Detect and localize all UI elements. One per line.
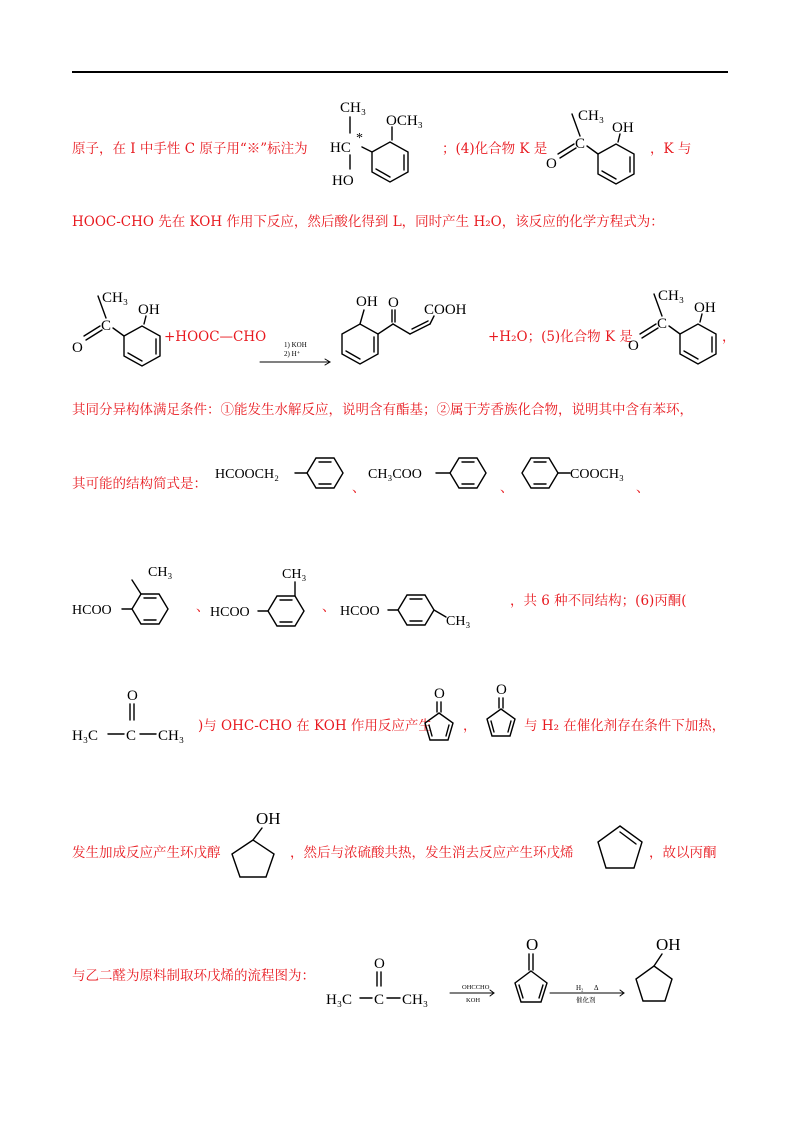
c-label: C <box>374 992 385 1008</box>
oh-label: OH <box>694 300 716 316</box>
header-rule <box>72 71 728 73</box>
text-line-7b: ， <box>463 718 477 734</box>
oh-label: OH <box>256 809 281 828</box>
structure-cyclopentene <box>590 822 648 874</box>
oh-label: OH <box>138 302 160 318</box>
structure-cyclopentanol <box>226 806 296 882</box>
reagent-ohccho: OHCCHO <box>462 984 490 991</box>
text-reagent: +HOOC—CHO <box>164 329 267 345</box>
och3-label: OCH₃ <box>386 113 423 129</box>
ch3-label: CH₃ <box>148 565 173 580</box>
separator: 、 <box>352 480 366 496</box>
reaction-arrow-3 <box>548 982 628 1008</box>
structure-compound-k-2 <box>624 284 724 374</box>
oh-label: OH <box>612 120 634 136</box>
hcoo-label: HCOO <box>210 605 250 620</box>
ch3-label: CH₃ <box>282 567 307 582</box>
oh-label: OH <box>656 935 681 954</box>
ho-label: HO <box>332 173 354 189</box>
reaction-arrow-2 <box>448 982 498 1008</box>
ch3-label: CH₃ <box>102 290 129 306</box>
separator: 、 <box>322 599 336 615</box>
text-line-5a: 其可能的结构简式是： <box>72 476 207 492</box>
hcoo-label: HCOO <box>72 603 112 618</box>
text-line-4: 其同分异构体满足条件：①能发生水解反应，说明含有酯基；②属于芳香族化合物，说明其中含有苯环， <box>72 402 693 418</box>
ch3coo-label: CH₃COO <box>368 467 422 482</box>
oh-label: OH <box>356 294 378 310</box>
flowchart-cyclopentadienone <box>502 932 552 1006</box>
hcooch2-label: HCOOCH₂ <box>215 467 279 482</box>
c-label: C <box>126 728 137 744</box>
text-line-9: 与乙二醛为原料制取环戊烯的流程图为： <box>72 968 315 984</box>
reagent-h2: H₂ <box>576 984 584 992</box>
separator: 、 <box>636 480 650 496</box>
h3c-label: H₃C <box>326 992 353 1008</box>
o-label: O <box>526 935 539 954</box>
ch3-label: CH₃ <box>446 614 471 629</box>
text-line-1b: ；(4)化合物 K 是 <box>442 141 548 157</box>
text-line-1c: ，K 与 <box>650 141 692 157</box>
reaction-arrow-1 <box>258 340 334 370</box>
separator: 、 <box>196 599 210 615</box>
ch3-label: CH₃ <box>158 728 185 744</box>
condition-2: 2) H⁺ <box>284 350 301 358</box>
separator: 、 <box>500 480 514 496</box>
structure-isomer-3 <box>518 452 638 496</box>
cooch3-label: COOCH₃ <box>570 467 624 482</box>
structure-isomer-4 <box>72 560 192 630</box>
reagent-koh: KOH <box>466 997 481 1004</box>
structure-acetone <box>72 684 200 746</box>
text-line-8c: ，故以丙酮 <box>649 845 717 861</box>
cooh-label: COOH <box>424 302 467 318</box>
text-line-8a: 发生加成反应产生环戊醇 <box>72 845 221 861</box>
ch3-label: CH₃ <box>340 100 367 116</box>
ch3-label: CH₃ <box>402 992 429 1008</box>
o-label: O <box>434 686 445 702</box>
reagent-catalyst: 催化剂 <box>576 997 596 1004</box>
condition-1: 1) KOH <box>284 341 307 349</box>
o-label: O <box>546 156 557 172</box>
text-line-2: HOOC-CHO 先在 KOH 作用下反应，然后酸化得到 L，同时产生 H₂O，该反应的化学方程式为： <box>72 214 664 230</box>
text-line-1a: 原子，在 I 中手性 C 原子用“※”标注为 <box>72 141 308 157</box>
o-label: O <box>374 956 385 972</box>
c-label: C <box>101 318 112 334</box>
structure-chiral-compound <box>320 95 440 195</box>
structure-isomer-5 <box>210 562 320 632</box>
ch3-label: CH₃ <box>658 288 685 304</box>
o-label: O <box>127 688 138 704</box>
text-line-6c: ，共 6 种不同结构；(6)丙酮( <box>510 593 687 609</box>
structure-product-l <box>338 288 488 378</box>
hc-label: HC <box>330 140 351 156</box>
structure-isomer-2 <box>368 452 498 496</box>
structure-isomer-6 <box>340 585 500 635</box>
structure-cyclopentadienone <box>418 684 462 744</box>
flowchart-cyclopentanol <box>630 930 700 1006</box>
structure-isomer-1 <box>215 452 355 496</box>
o-label: O <box>496 682 507 698</box>
structure-cyclopentadienone-2 <box>480 680 524 740</box>
ch3-label: CH₃ <box>578 108 605 124</box>
structure-compound-k <box>542 102 642 192</box>
text-line-3c: ， <box>722 329 736 345</box>
text-line-3b: +H₂O；(5)化合物 K 是 <box>488 329 633 345</box>
chiral-star: * <box>356 131 363 146</box>
c-label: C <box>575 136 586 152</box>
c-label: C <box>657 316 668 332</box>
structure-k-reactant <box>72 286 172 376</box>
o-label: O <box>72 340 83 356</box>
text-line-7a: )与 OHC-CHO 在 KOH 作用反应产生 <box>198 718 432 734</box>
flowchart-acetone <box>326 952 436 1008</box>
h3c-label: H₃C <box>72 728 99 744</box>
o-label: O <box>388 295 399 311</box>
hcoo-label: HCOO <box>340 604 380 619</box>
text-line-7c: 与 H₂ 在催化剂存在条件下加热， <box>524 718 726 734</box>
text-line-8b: ，然后与浓硫酸共热，发生消去反应产生环戊烯 <box>290 845 574 861</box>
o-label: O <box>628 338 639 354</box>
reagent-heat: Δ <box>594 984 599 992</box>
